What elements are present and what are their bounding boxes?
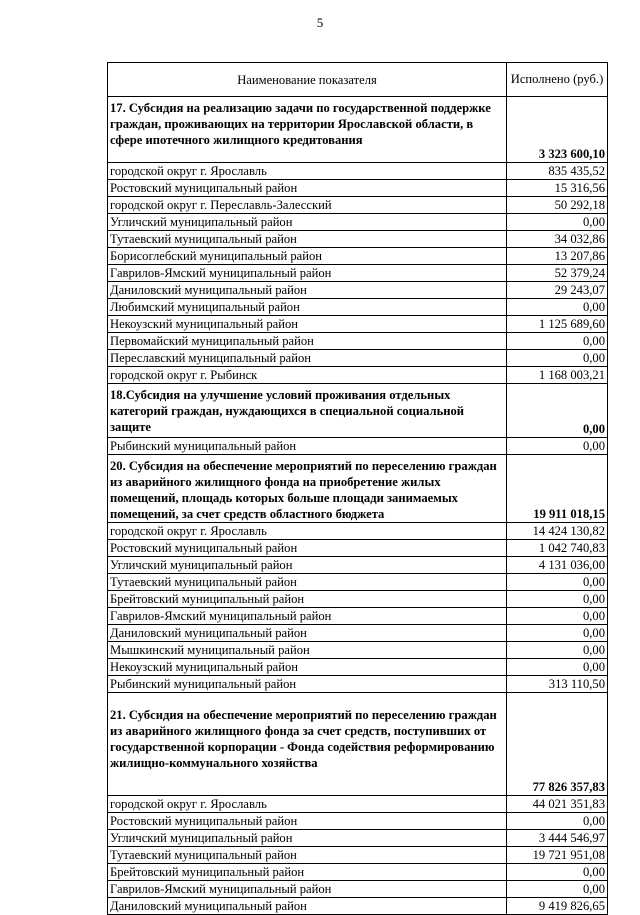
row-name: Угличский муниципальный район	[108, 214, 507, 231]
row-name: Гаврилов-Ямский муниципальный район	[108, 881, 507, 898]
table-row	[108, 299, 608, 316]
table-row	[108, 316, 608, 333]
row-value: 19 721 951,08	[507, 847, 608, 864]
row-value: 0,00	[507, 642, 608, 659]
row-value: 44 021 351,83	[507, 796, 608, 813]
row-value: 1 125 689,60	[507, 316, 608, 333]
row-name: Даниловский муниципальный район	[108, 625, 507, 642]
row-name: городской округ г. Переславль-Залесский	[108, 197, 507, 214]
table-row	[108, 864, 608, 881]
row-value: 0,00	[507, 881, 608, 898]
table-row	[108, 163, 608, 180]
table-row	[108, 557, 608, 574]
row-name: Мышкинский муниципальный район	[108, 642, 507, 659]
table-row	[108, 248, 608, 265]
row-name: Некоузский муниципальный район	[108, 659, 507, 676]
table-row	[108, 214, 608, 231]
table-row	[108, 540, 608, 557]
row-name: Ростовский муниципальный район	[108, 813, 507, 830]
row-value: 0,00	[507, 333, 608, 350]
row-value: 34 032,86	[507, 231, 608, 248]
row-name: Брейтовский муниципальный район	[108, 591, 507, 608]
row-name: Брейтовский муниципальный район	[108, 864, 507, 881]
table-row	[108, 676, 608, 693]
row-value: 0,00	[507, 591, 608, 608]
column-header-value: Исполнено (руб.)	[507, 63, 608, 97]
row-name: Рыбинский муниципальный район	[108, 438, 507, 455]
row-name: Первомайский муниципальный район	[108, 333, 507, 350]
table-row	[108, 847, 608, 864]
column-header-name: Наименование показателя	[108, 63, 507, 97]
row-name: городской округ г. Ярославль	[108, 523, 507, 540]
row-value: 3 444 546,97	[507, 830, 608, 847]
row-value: 14 424 130,82	[507, 523, 608, 540]
row-value: 0,00	[507, 299, 608, 316]
budget-table	[107, 62, 608, 915]
row-name: Ростовский муниципальный район	[108, 180, 507, 197]
row-value: 0,00	[507, 625, 608, 642]
row-name: Гаврилов-Ямский муниципальный район	[108, 265, 507, 282]
row-value: 9 419 826,65	[507, 898, 608, 915]
table-row	[108, 796, 608, 813]
section-total: 77 826 357,83	[507, 693, 608, 796]
row-value: 50 292,18	[507, 197, 608, 214]
row-value: 0,00	[507, 350, 608, 367]
row-value: 1 168 003,21	[507, 367, 608, 384]
row-name: Даниловский муниципальный район	[108, 282, 507, 299]
section-total: 0,00	[507, 384, 608, 438]
row-name: Угличский муниципальный район	[108, 557, 507, 574]
table-row	[108, 898, 608, 915]
section-title: 20. Субсидия на обеспечение мероприятий по переселению граждан из аварийного жилищного фонда на приобретение жилых помещений, площадь которых больше площади занимаемых помещений, за счет средств областного бюджета	[108, 455, 507, 523]
row-value: 29 243,07	[507, 282, 608, 299]
table-row	[108, 282, 608, 299]
table-row	[108, 659, 608, 676]
table-row	[108, 180, 608, 197]
table-row	[108, 642, 608, 659]
table-header-row	[108, 63, 608, 97]
table-row	[108, 813, 608, 830]
section-title: 18.Субсидия на улучшение условий проживания отдельных категорий граждан, нуждающихся в специальной социальной защите	[108, 384, 507, 438]
row-value: 52 379,24	[507, 265, 608, 282]
row-value: 15 316,56	[507, 180, 608, 197]
table-row	[108, 438, 608, 455]
section-total: 3 323 600,10	[507, 97, 608, 163]
row-value: 0,00	[507, 574, 608, 591]
row-name: Тутаевский муниципальный район	[108, 574, 507, 591]
table-row	[108, 350, 608, 367]
section-header-row	[108, 97, 608, 163]
row-value: 1 042 740,83	[507, 540, 608, 557]
section-total: 19 911 018,15	[507, 455, 608, 523]
row-name: Тутаевский муниципальный район	[108, 231, 507, 248]
row-name: городской округ г. Ярославль	[108, 796, 507, 813]
row-name: городской округ г. Рыбинск	[108, 367, 507, 384]
row-name: Любимский муниципальный район	[108, 299, 507, 316]
row-value: 0,00	[507, 438, 608, 455]
row-value: 13 207,86	[507, 248, 608, 265]
table-row	[108, 333, 608, 350]
table-row	[108, 881, 608, 898]
row-name: Ростовский муниципальный район	[108, 540, 507, 557]
row-value: 0,00	[507, 214, 608, 231]
row-name: Некоузский муниципальный район	[108, 316, 507, 333]
table-row	[108, 574, 608, 591]
table-row	[108, 625, 608, 642]
row-name: Тутаевский муниципальный район	[108, 847, 507, 864]
row-value: 0,00	[507, 864, 608, 881]
row-value: 835 435,52	[507, 163, 608, 180]
row-value: 4 131 036,00	[507, 557, 608, 574]
table-row	[108, 608, 608, 625]
table-row	[108, 367, 608, 384]
row-value: 0,00	[507, 608, 608, 625]
section-title: 21. Субсидия на обеспечение мероприятий по переселению граждан из аварийного жилищного фонда за счет средств, поступивших от государственной корпорации - Фонда содействия реформированию жилищно-коммунального хозяйства	[108, 693, 507, 796]
table-row	[108, 830, 608, 847]
section-header-row	[108, 384, 608, 438]
section-header-row	[108, 455, 608, 523]
row-value: 313 110,50	[507, 676, 608, 693]
table-row	[108, 523, 608, 540]
table-row	[108, 591, 608, 608]
row-name: Даниловский муниципальный район	[108, 898, 507, 915]
section-header-row	[108, 693, 608, 796]
table-row	[108, 197, 608, 214]
table-row	[108, 265, 608, 282]
row-name: Борисоглебский муниципальный район	[108, 248, 507, 265]
row-name: Угличский муниципальный район	[108, 830, 507, 847]
row-value: 0,00	[507, 813, 608, 830]
row-name: городской округ г. Ярославль	[108, 163, 507, 180]
row-name: Рыбинский муниципальный район	[108, 676, 507, 693]
row-name: Гаврилов-Ямский муниципальный район	[108, 608, 507, 625]
section-title: 17. Субсидия на реализацию задачи по государственной поддержке граждан, проживающих на территории Ярославской области, в сфере ипотечного жилищного кредитования	[108, 97, 507, 163]
row-value: 0,00	[507, 659, 608, 676]
table-body	[108, 97, 608, 915]
page-number: 5	[316, 15, 324, 30]
table-row	[108, 231, 608, 248]
row-name: Переславский муниципальный район	[108, 350, 507, 367]
